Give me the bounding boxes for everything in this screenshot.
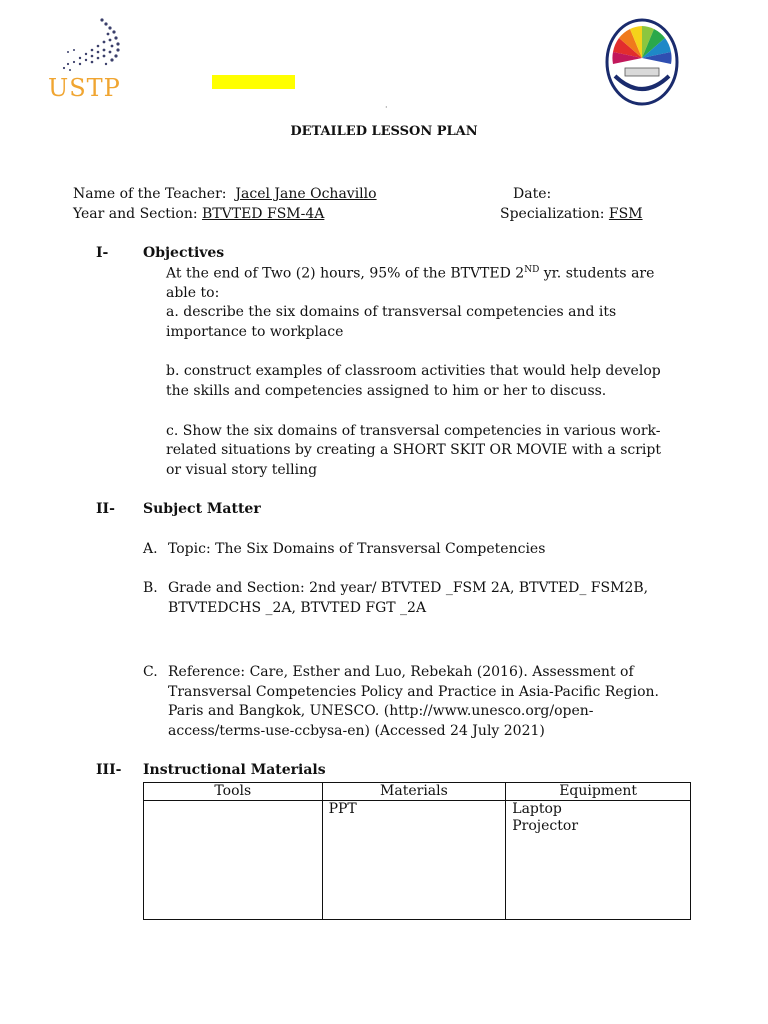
document-title: DETAILED LESSON PLAN: [290, 124, 478, 139]
material-item: PPT: [328, 801, 357, 817]
column-header-equipment: Equipment: [506, 783, 691, 801]
table-row: [144, 801, 691, 920]
equipment-cell: [506, 801, 691, 920]
objective-a-line2: importance to workplace: [166, 324, 344, 340]
date-label: Date:: [513, 186, 552, 202]
subject-b-label: B.: [143, 580, 158, 596]
section-title-objectives: Objectives: [143, 245, 225, 261]
specialization-value: FSM: [608, 206, 643, 222]
column-header-materials: Materials: [322, 783, 506, 801]
objectives-intro-line1: [166, 265, 654, 282]
ustp-logo-text: USTP: [48, 74, 121, 102]
specialization-row: [500, 206, 643, 222]
section-title-subject: Subject Matter: [143, 501, 261, 517]
intro-text-a: At the end of Two (2) hours, 95% of the BTVTED 2: [166, 265, 525, 282]
tools-cell: [144, 801, 323, 920]
teacher-name-row: [73, 186, 377, 202]
table-header-row: [144, 783, 691, 801]
materials-cell: [322, 801, 506, 920]
year-section-row: [73, 206, 324, 222]
subject-reference-line2: Transversal Competencies Policy and Practice in Asia-Pacific Region.: [168, 684, 659, 700]
teacher-label: Name of the Teacher:: [73, 186, 227, 202]
objectives-intro-line2: able to:: [166, 285, 220, 301]
equipment-item: Projector: [512, 818, 579, 834]
column-header-tools: Tools: [144, 783, 323, 801]
section-number-objectives: I-: [96, 245, 109, 261]
year-section-value: BTVTED FSM-4A: [202, 206, 325, 222]
highlight-mark: [212, 75, 295, 89]
objective-c-line3: or visual story telling: [166, 462, 318, 478]
materials-table: [143, 782, 691, 920]
subject-c-label: C.: [143, 664, 158, 680]
intro-superscript: ND: [524, 265, 540, 275]
objective-c-line2: related situations by creating a SHORT SKIT OR MOVIE with a script: [166, 442, 661, 458]
subject-reference-line3: Paris and Bangkok, UNESCO. (http://www.unesco.org/open-: [168, 703, 594, 719]
stray-mark: ·: [385, 103, 388, 112]
year-section-label: Year and Section:: [73, 206, 198, 222]
objective-b-line1: b. construct examples of classroom activities that would help develop: [166, 363, 661, 379]
teacher-name: Jacel Jane Ochavillo: [235, 186, 377, 202]
subject-topic: Topic: The Six Domains of Transversal Competencies: [168, 541, 546, 557]
objective-a-line1: a. describe the six domains of transversal competencies and its: [166, 304, 617, 320]
specialization-label: Specialization:: [500, 206, 605, 222]
objective-b-line2: the skills and competencies assigned to him or her to discuss.: [166, 383, 607, 399]
objective-c-line1: c. Show the six domains of transversal competencies in various work-: [166, 423, 661, 439]
subject-reference-line4: access/terms-use-ccbysa-en) (Accessed 24 July 2021): [168, 723, 545, 739]
intro-text-b: yr. students are: [539, 265, 655, 282]
section-title-materials: Instructional Materials: [143, 762, 326, 778]
section-number-subject: II-: [96, 501, 115, 517]
department-seal-icon: [605, 18, 679, 106]
subject-grade-line2: BTVTEDCHS _2A, BTVTED FGT _2A: [168, 600, 427, 616]
section-number-materials: III-: [96, 762, 122, 778]
subject-reference-line1: Reference: Care, Esther and Luo, Rebekah (2016). Assessment of: [168, 664, 634, 680]
subject-a-label: A.: [143, 541, 158, 557]
subject-grade-line1: Grade and Section: 2nd year/ BTVTED _FSM 2A, BTVTED_ FSM2B,: [168, 580, 649, 596]
equipment-item: Laptop: [512, 801, 562, 817]
